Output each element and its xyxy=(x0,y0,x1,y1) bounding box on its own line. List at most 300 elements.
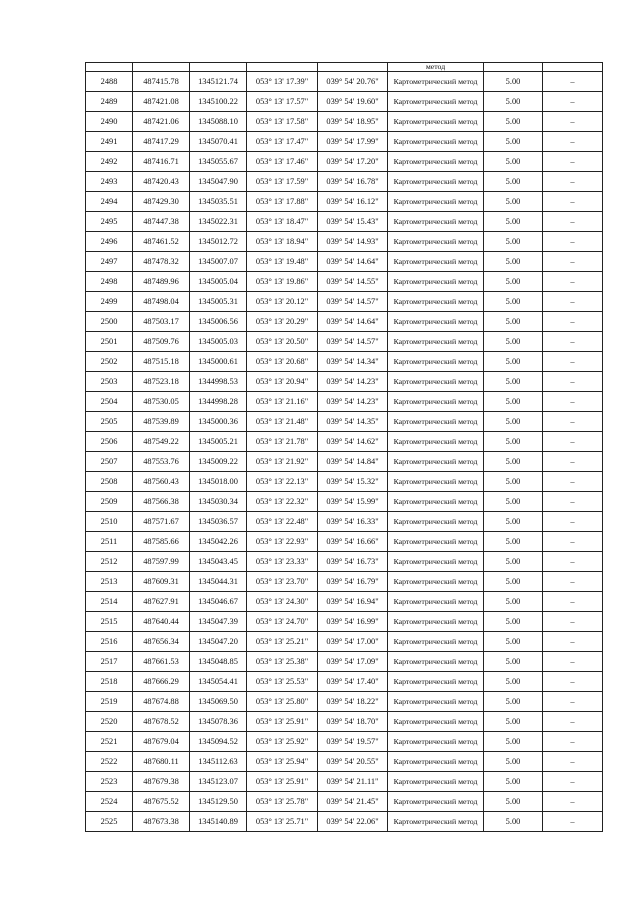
table-row xyxy=(86,132,603,152)
cell-method: метод xyxy=(388,63,484,72)
cell-latitude: 053° 13' 18.47" xyxy=(247,212,318,232)
cell-accuracy: 5.00 xyxy=(484,112,543,132)
cell-description: – xyxy=(543,752,603,772)
cell-accuracy: 5.00 xyxy=(484,812,543,832)
cell-method: Картометрический метод xyxy=(388,92,484,112)
cell-method: Картометрический метод xyxy=(388,152,484,172)
cell-x: 487627.91 xyxy=(133,592,190,612)
cell-accuracy: 5.00 xyxy=(484,92,543,112)
cell-latitude: 053° 13' 25.71" xyxy=(247,812,318,832)
cell-description: – xyxy=(543,392,603,412)
cell-method: Картометрический метод xyxy=(388,252,484,272)
cell-method: Картометрический метод xyxy=(388,612,484,632)
cell-accuracy: 5.00 xyxy=(484,792,543,812)
cell-longitude: 039° 54' 15.99" xyxy=(318,492,388,512)
cell-latitude: 053° 13' 17.39" xyxy=(247,72,318,92)
cell-x: 487673.38 xyxy=(133,812,190,832)
cell-latitude: 053° 13' 25.53" xyxy=(247,672,318,692)
cell-method: Картометрический метод xyxy=(388,172,484,192)
cell-y: 1345012.72 xyxy=(190,232,247,252)
table-row xyxy=(86,392,603,412)
cell-accuracy: 5.00 xyxy=(484,152,543,172)
cell-point: 2509 xyxy=(86,492,133,512)
cell-x: 487417.29 xyxy=(133,132,190,152)
table-row xyxy=(86,232,603,252)
cell-accuracy: 5.00 xyxy=(484,532,543,552)
cell-method: Картометрический метод xyxy=(388,392,484,412)
table-body xyxy=(86,63,603,832)
cell-x: 487656.34 xyxy=(133,632,190,652)
table-row xyxy=(86,792,603,812)
cell-point: 2518 xyxy=(86,672,133,692)
cell-longitude: 039° 54' 15.32" xyxy=(318,472,388,492)
cell-latitude: 053° 13' 22.93" xyxy=(247,532,318,552)
table-row xyxy=(86,92,603,112)
table-row xyxy=(86,572,603,592)
cell-latitude: 053° 13' 25.91" xyxy=(247,712,318,732)
cell-point: 2500 xyxy=(86,312,133,332)
table-row xyxy=(86,292,603,312)
cell-longitude: 039° 54' 19.57" xyxy=(318,732,388,752)
cell-y: 1344998.53 xyxy=(190,372,247,392)
cell-y: 1345000.36 xyxy=(190,412,247,432)
cell-description: – xyxy=(543,732,603,752)
cell-accuracy: 5.00 xyxy=(484,392,543,412)
cell-accuracy xyxy=(484,63,543,72)
cell-method: Картометрический метод xyxy=(388,692,484,712)
cell-y: 1345007.07 xyxy=(190,252,247,272)
cell-x: 487678.52 xyxy=(133,712,190,732)
table-row xyxy=(86,752,603,772)
table-row xyxy=(86,412,603,432)
cell-accuracy: 5.00 xyxy=(484,312,543,332)
cell-description: – xyxy=(543,572,603,592)
cell-x: 487674.88 xyxy=(133,692,190,712)
cell-description: – xyxy=(543,772,603,792)
cell-longitude: 039° 54' 14.93" xyxy=(318,232,388,252)
cell-latitude: 053° 13' 20.29" xyxy=(247,312,318,332)
cell-longitude: 039° 54' 14.35" xyxy=(318,412,388,432)
table-row xyxy=(86,472,603,492)
table-row xyxy=(86,812,603,832)
cell-method: Картометрический метод xyxy=(388,212,484,232)
cell-x: 487666.29 xyxy=(133,672,190,692)
cell-latitude: 053° 13' 20.12" xyxy=(247,292,318,312)
cell-x: 487597.99 xyxy=(133,552,190,572)
cell-accuracy: 5.00 xyxy=(484,572,543,592)
cell-latitude: 053° 13' 17.57" xyxy=(247,92,318,112)
cell-longitude: 039° 54' 14.62" xyxy=(318,432,388,452)
cell-point: 2514 xyxy=(86,592,133,612)
cell-description: – xyxy=(543,452,603,472)
cell-accuracy: 5.00 xyxy=(484,252,543,272)
cell-x: 487680.11 xyxy=(133,752,190,772)
cell-x xyxy=(133,63,190,72)
cell-description xyxy=(543,63,603,72)
cell-point: 2504 xyxy=(86,392,133,412)
table-row xyxy=(86,612,603,632)
cell-longitude: 039° 54' 20.76" xyxy=(318,72,388,92)
cell-method: Картометрический метод xyxy=(388,812,484,832)
cell-description: – xyxy=(543,132,603,152)
cell-x: 487560.43 xyxy=(133,472,190,492)
table-row xyxy=(86,272,603,292)
cell-accuracy: 5.00 xyxy=(484,192,543,212)
cell-description: – xyxy=(543,152,603,172)
cell-x: 487530.05 xyxy=(133,392,190,412)
cell-point: 2517 xyxy=(86,652,133,672)
cell-description: – xyxy=(543,552,603,572)
cell-longitude: 039° 54' 16.94" xyxy=(318,592,388,612)
cell-accuracy: 5.00 xyxy=(484,732,543,752)
cell-latitude: 053° 13' 21.48" xyxy=(247,412,318,432)
cell-latitude: 053° 13' 25.91" xyxy=(247,772,318,792)
table-row xyxy=(86,692,603,712)
cell-longitude: 039° 54' 21.11" xyxy=(318,772,388,792)
cell-y xyxy=(190,63,247,72)
cell-longitude: 039° 54' 14.64" xyxy=(318,312,388,332)
cell-point: 2496 xyxy=(86,232,133,252)
cell-y: 1345005.03 xyxy=(190,332,247,352)
cell-longitude: 039° 54' 16.12" xyxy=(318,192,388,212)
cell-description: – xyxy=(543,532,603,552)
cell-method: Картометрический метод xyxy=(388,632,484,652)
cell-longitude: 039° 54' 16.79" xyxy=(318,572,388,592)
cell-y: 1345018.00 xyxy=(190,472,247,492)
cell-point: 2490 xyxy=(86,112,133,132)
cell-method: Картометрический метод xyxy=(388,72,484,92)
cell-x: 487478.32 xyxy=(133,252,190,272)
cell-x: 487421.08 xyxy=(133,92,190,112)
cell-latitude: 053° 13' 25.94" xyxy=(247,752,318,772)
table-row xyxy=(86,652,603,672)
cell-accuracy: 5.00 xyxy=(484,452,543,472)
cell-longitude: 039° 54' 14.57" xyxy=(318,292,388,312)
cell-point: 2497 xyxy=(86,252,133,272)
cell-x: 487679.38 xyxy=(133,772,190,792)
cell-method: Картометрический метод xyxy=(388,332,484,352)
coordinates-table xyxy=(85,62,603,832)
cell-point: 2521 xyxy=(86,732,133,752)
cell-description: – xyxy=(543,92,603,112)
cell-accuracy: 5.00 xyxy=(484,292,543,312)
cell-x: 487498.04 xyxy=(133,292,190,312)
cell-point: 2522 xyxy=(86,752,133,772)
table-row xyxy=(86,592,603,612)
cell-x: 487447.38 xyxy=(133,212,190,232)
cell-description: – xyxy=(543,492,603,512)
table-row xyxy=(86,352,603,372)
cell-description: – xyxy=(543,672,603,692)
cell-method: Картометрический метод xyxy=(388,752,484,772)
cell-point: 2502 xyxy=(86,352,133,372)
cell-method: Картометрический метод xyxy=(388,672,484,692)
cell-method: Картометрический метод xyxy=(388,532,484,552)
cell-longitude: 039° 54' 22.06" xyxy=(318,812,388,832)
cell-method: Картометрический метод xyxy=(388,772,484,792)
cell-longitude: 039° 54' 18.95" xyxy=(318,112,388,132)
cell-latitude: 053° 13' 20.94" xyxy=(247,372,318,392)
cell-y: 1345000.61 xyxy=(190,352,247,372)
cell-method: Картометрический метод xyxy=(388,712,484,732)
cell-accuracy: 5.00 xyxy=(484,492,543,512)
cell-y: 1345047.90 xyxy=(190,172,247,192)
cell-point: 2519 xyxy=(86,692,133,712)
cell-point: 2507 xyxy=(86,452,133,472)
cell-longitude: 039° 54' 18.70" xyxy=(318,712,388,732)
cell-longitude: 039° 54' 18.22" xyxy=(318,692,388,712)
cell-method: Картометрический метод xyxy=(388,232,484,252)
table-row xyxy=(86,172,603,192)
cell-description: – xyxy=(543,812,603,832)
cell-description: – xyxy=(543,232,603,252)
cell-latitude: 053° 13' 25.78" xyxy=(247,792,318,812)
cell-accuracy: 5.00 xyxy=(484,652,543,672)
cell-point xyxy=(86,63,133,72)
cell-longitude: 039° 54' 16.66" xyxy=(318,532,388,552)
cell-description: – xyxy=(543,172,603,192)
cell-description: – xyxy=(543,112,603,132)
cell-x: 487553.76 xyxy=(133,452,190,472)
cell-x: 487661.53 xyxy=(133,652,190,672)
table-row xyxy=(86,732,603,752)
cell-y: 1345094.52 xyxy=(190,732,247,752)
cell-accuracy: 5.00 xyxy=(484,412,543,432)
cell-y: 1345042.26 xyxy=(190,532,247,552)
cell-description: – xyxy=(543,512,603,532)
cell-description: – xyxy=(543,72,603,92)
cell-point: 2488 xyxy=(86,72,133,92)
cell-description: – xyxy=(543,632,603,652)
table-row xyxy=(86,552,603,572)
cell-accuracy: 5.00 xyxy=(484,232,543,252)
cell-x: 487585.66 xyxy=(133,532,190,552)
cell-y: 1345123.07 xyxy=(190,772,247,792)
cell-x: 487415.78 xyxy=(133,72,190,92)
table-row xyxy=(86,712,603,732)
cell-latitude: 053° 13' 21.92" xyxy=(247,452,318,472)
cell-point: 2491 xyxy=(86,132,133,152)
cell-longitude: 039° 54' 17.00" xyxy=(318,632,388,652)
cell-y: 1345006.56 xyxy=(190,312,247,332)
cell-latitude: 053° 13' 24.70" xyxy=(247,612,318,632)
cell-longitude xyxy=(318,63,388,72)
table-row xyxy=(86,112,603,132)
cell-latitude: 053° 13' 22.48" xyxy=(247,512,318,532)
cell-point: 2515 xyxy=(86,612,133,632)
cell-point: 2520 xyxy=(86,712,133,732)
cell-accuracy: 5.00 xyxy=(484,332,543,352)
cell-x: 487429.30 xyxy=(133,192,190,212)
cell-latitude: 053° 13' 20.68" xyxy=(247,352,318,372)
cell-latitude: 053° 13' 17.47" xyxy=(247,132,318,152)
cell-point: 2510 xyxy=(86,512,133,532)
cell-x: 487461.52 xyxy=(133,232,190,252)
cell-x: 487489.96 xyxy=(133,272,190,292)
cell-point: 2489 xyxy=(86,92,133,112)
table-row xyxy=(86,632,603,652)
cell-accuracy: 5.00 xyxy=(484,772,543,792)
table-row xyxy=(86,452,603,472)
cell-latitude: 053° 13' 25.38" xyxy=(247,652,318,672)
table-row xyxy=(86,332,603,352)
cell-longitude: 039° 54' 19.60" xyxy=(318,92,388,112)
cell-method: Картометрический метод xyxy=(388,592,484,612)
cell-method: Картометрический метод xyxy=(388,112,484,132)
cell-point: 2492 xyxy=(86,152,133,172)
cell-longitude: 039° 54' 14.57" xyxy=(318,332,388,352)
cell-y: 1345112.63 xyxy=(190,752,247,772)
cell-x: 487515.18 xyxy=(133,352,190,372)
cell-point: 2494 xyxy=(86,192,133,212)
cell-latitude xyxy=(247,63,318,72)
table-row xyxy=(86,72,603,92)
cell-y: 1345046.67 xyxy=(190,592,247,612)
cell-accuracy: 5.00 xyxy=(484,692,543,712)
cell-latitude: 053° 13' 17.58" xyxy=(247,112,318,132)
cell-description: – xyxy=(543,272,603,292)
cell-longitude: 039° 54' 16.78" xyxy=(318,172,388,192)
table-row xyxy=(86,152,603,172)
cell-y: 1345054.41 xyxy=(190,672,247,692)
cell-description: – xyxy=(543,312,603,332)
cell-x: 487549.22 xyxy=(133,432,190,452)
cell-accuracy: 5.00 xyxy=(484,472,543,492)
cell-y: 1345036.57 xyxy=(190,512,247,532)
table-row xyxy=(86,212,603,232)
table-row xyxy=(86,532,603,552)
cell-y: 1345048.85 xyxy=(190,652,247,672)
cell-point: 2511 xyxy=(86,532,133,552)
cell-description: – xyxy=(543,212,603,232)
cell-latitude: 053° 13' 24.30" xyxy=(247,592,318,612)
cell-accuracy: 5.00 xyxy=(484,632,543,652)
cell-longitude: 039° 54' 15.43" xyxy=(318,212,388,232)
cell-point: 2499 xyxy=(86,292,133,312)
cell-point: 2498 xyxy=(86,272,133,292)
cell-point: 2506 xyxy=(86,432,133,452)
cell-latitude: 053° 13' 25.92" xyxy=(247,732,318,752)
cell-accuracy: 5.00 xyxy=(484,272,543,292)
cell-y: 1345129.50 xyxy=(190,792,247,812)
cell-y: 1345100.22 xyxy=(190,92,247,112)
cell-point: 2501 xyxy=(86,332,133,352)
table-row xyxy=(86,492,603,512)
table-row xyxy=(86,672,603,692)
cell-y: 1345121.74 xyxy=(190,72,247,92)
cell-longitude: 039° 54' 17.99" xyxy=(318,132,388,152)
cell-description: – xyxy=(543,352,603,372)
cell-y: 1345055.67 xyxy=(190,152,247,172)
cell-latitude: 053° 13' 18.94" xyxy=(247,232,318,252)
cell-y: 1345070.41 xyxy=(190,132,247,152)
cell-description: – xyxy=(543,432,603,452)
cell-x: 487509.76 xyxy=(133,332,190,352)
cell-description: – xyxy=(543,372,603,392)
cell-latitude: 053° 13' 17.88" xyxy=(247,192,318,212)
cell-point: 2524 xyxy=(86,792,133,812)
cell-description: – xyxy=(543,612,603,632)
cell-longitude: 039° 54' 20.55" xyxy=(318,752,388,772)
cell-y: 1345035.51 xyxy=(190,192,247,212)
cell-longitude: 039° 54' 17.09" xyxy=(318,652,388,672)
cell-method: Картометрический метод xyxy=(388,312,484,332)
cell-latitude: 053° 13' 20.50" xyxy=(247,332,318,352)
cell-longitude: 039° 54' 14.23" xyxy=(318,372,388,392)
table-row xyxy=(86,772,603,792)
cell-description: – xyxy=(543,252,603,272)
cell-latitude: 053° 13' 25.21" xyxy=(247,632,318,652)
cell-accuracy: 5.00 xyxy=(484,512,543,532)
cell-longitude: 039° 54' 16.33" xyxy=(318,512,388,532)
cell-accuracy: 5.00 xyxy=(484,552,543,572)
cell-point: 2523 xyxy=(86,772,133,792)
cell-accuracy: 5.00 xyxy=(484,212,543,232)
cell-method: Картометрический метод xyxy=(388,492,484,512)
cell-accuracy: 5.00 xyxy=(484,172,543,192)
cell-latitude: 053° 13' 19.86" xyxy=(247,272,318,292)
cell-method: Картометрический метод xyxy=(388,452,484,472)
cell-latitude: 053° 13' 22.13" xyxy=(247,472,318,492)
cell-y: 1345005.21 xyxy=(190,432,247,452)
table-row xyxy=(86,192,603,212)
cell-method: Картометрический метод xyxy=(388,572,484,592)
cell-y: 1344998.28 xyxy=(190,392,247,412)
cell-y: 1345140.89 xyxy=(190,812,247,832)
cell-accuracy: 5.00 xyxy=(484,432,543,452)
cell-x: 487523.18 xyxy=(133,372,190,392)
cell-latitude: 053° 13' 17.46" xyxy=(247,152,318,172)
cell-x: 487566.38 xyxy=(133,492,190,512)
cell-accuracy: 5.00 xyxy=(484,372,543,392)
cell-latitude: 053° 13' 22.32" xyxy=(247,492,318,512)
cell-description: – xyxy=(543,412,603,432)
table-row xyxy=(86,432,603,452)
cell-y: 1345088.10 xyxy=(190,112,247,132)
cell-description: – xyxy=(543,292,603,312)
cell-x: 487640.44 xyxy=(133,612,190,632)
table-row-continued xyxy=(86,63,603,72)
cell-accuracy: 5.00 xyxy=(484,352,543,372)
cell-point: 2503 xyxy=(86,372,133,392)
cell-x: 487503.17 xyxy=(133,312,190,332)
cell-longitude: 039° 54' 14.84" xyxy=(318,452,388,472)
cell-point: 2508 xyxy=(86,472,133,492)
cell-latitude: 053° 13' 23.33" xyxy=(247,552,318,572)
cell-longitude: 039° 54' 14.64" xyxy=(318,252,388,272)
cell-y: 1345047.20 xyxy=(190,632,247,652)
cell-accuracy: 5.00 xyxy=(484,72,543,92)
cell-point: 2512 xyxy=(86,552,133,572)
cell-description: – xyxy=(543,332,603,352)
cell-x: 487421.06 xyxy=(133,112,190,132)
cell-y: 1345005.04 xyxy=(190,272,247,292)
cell-latitude: 053° 13' 17.59" xyxy=(247,172,318,192)
cell-description: – xyxy=(543,792,603,812)
cell-method: Картометрический метод xyxy=(388,412,484,432)
cell-method: Картометрический метод xyxy=(388,372,484,392)
cell-accuracy: 5.00 xyxy=(484,752,543,772)
cell-longitude: 039° 54' 16.73" xyxy=(318,552,388,572)
cell-longitude: 039° 54' 21.45" xyxy=(318,792,388,812)
cell-longitude: 039° 54' 16.99" xyxy=(318,612,388,632)
cell-method: Картометрический метод xyxy=(388,472,484,492)
cell-longitude: 039° 54' 14.34" xyxy=(318,352,388,372)
cell-longitude: 039° 54' 17.40" xyxy=(318,672,388,692)
cell-y: 1345009.22 xyxy=(190,452,247,472)
cell-accuracy: 5.00 xyxy=(484,612,543,632)
cell-method: Картометрический метод xyxy=(388,192,484,212)
